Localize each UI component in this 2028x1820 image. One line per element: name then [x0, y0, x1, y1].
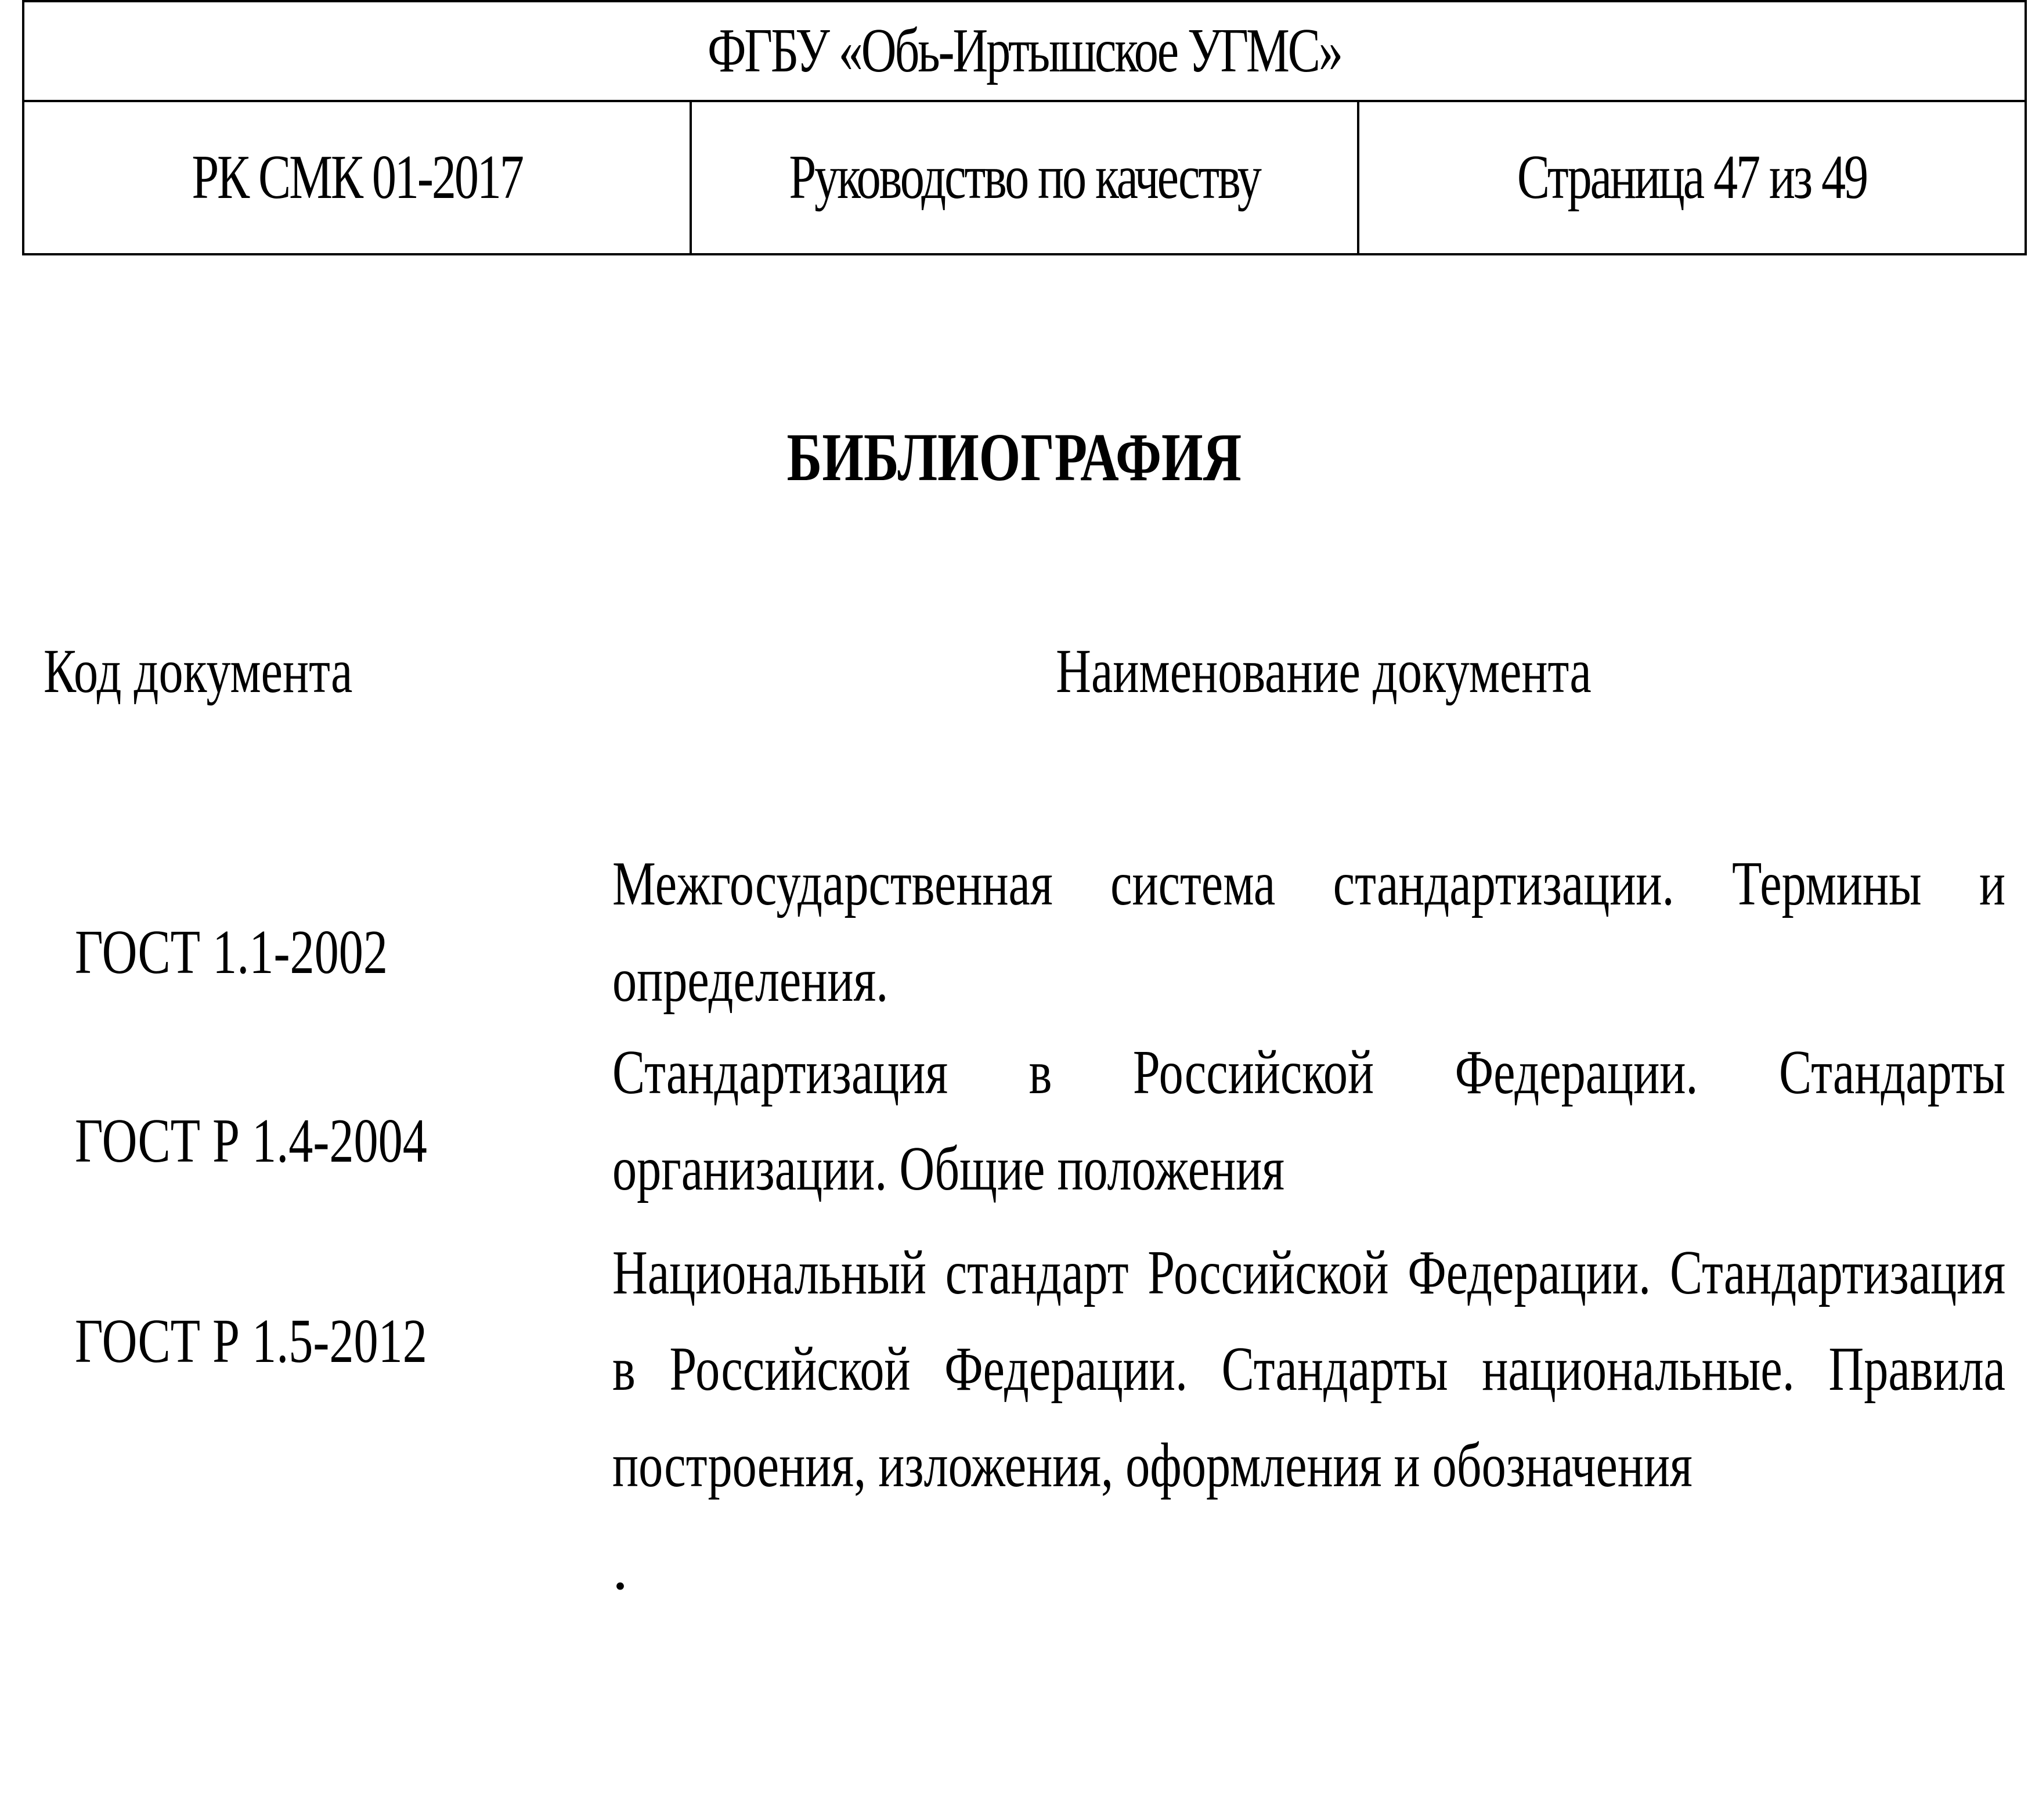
- header-organization-cell: [23, 1, 2026, 101]
- section-title: [0, 418, 2028, 497]
- reference-name-1: [612, 836, 2005, 1029]
- organization-name: ФГБУ «Обь-Иртышское УГМС»: [708, 16, 1341, 85]
- document-header-table: [22, 0, 2027, 255]
- reference-code-2-text: ГОСТ Р 1.4-2004: [75, 1107, 427, 1176]
- document-title: Руководство по качеству: [789, 143, 1260, 212]
- header-code-cell: [23, 101, 691, 254]
- reference-code-3-text: ГОСТ Р 1.5-2012: [75, 1307, 427, 1376]
- column-header-name-text: Наименование документа: [1055, 637, 1592, 706]
- reference-name-3: [612, 1225, 2005, 1514]
- reference-code-1-text: ГОСТ 1.1-2002: [75, 918, 388, 987]
- reference-name-3-text: Национальный стандарт Российской Федерации. Стандартизация в Российской Федерации. Стандарты национальные. Правила построения, изложения, оформления и обозначения: [612, 1238, 2006, 1500]
- section-title-text: БИБЛИОГРАФИЯ: [786, 419, 1242, 495]
- trailing-mark: .: [612, 1534, 628, 1603]
- header-meta-row: [23, 101, 2026, 254]
- reference-name-1-text: Межгосударственная система стандартизации. Термины и определения.: [612, 849, 2006, 1015]
- column-header-code-text: Код документа: [44, 637, 353, 706]
- document-code: РК СМК 01-2017: [192, 143, 522, 212]
- column-header-name: [609, 636, 2028, 708]
- header-organization-row: [23, 1, 2026, 101]
- header-page-cell: [1358, 101, 2026, 254]
- reference-name-2: [612, 1025, 2005, 1217]
- reference-code-3: [44, 1234, 526, 1378]
- reference-name-2-text: Стандартизация в Российской Федерации. Стандарты организации. Общие положения: [612, 1038, 2006, 1203]
- header-title-cell: [691, 101, 1358, 254]
- reference-code-2: [44, 1033, 526, 1177]
- page-info: Страница 47 из 49: [1517, 143, 1867, 212]
- reference-code-1: [44, 845, 476, 989]
- column-header-code: [44, 636, 440, 708]
